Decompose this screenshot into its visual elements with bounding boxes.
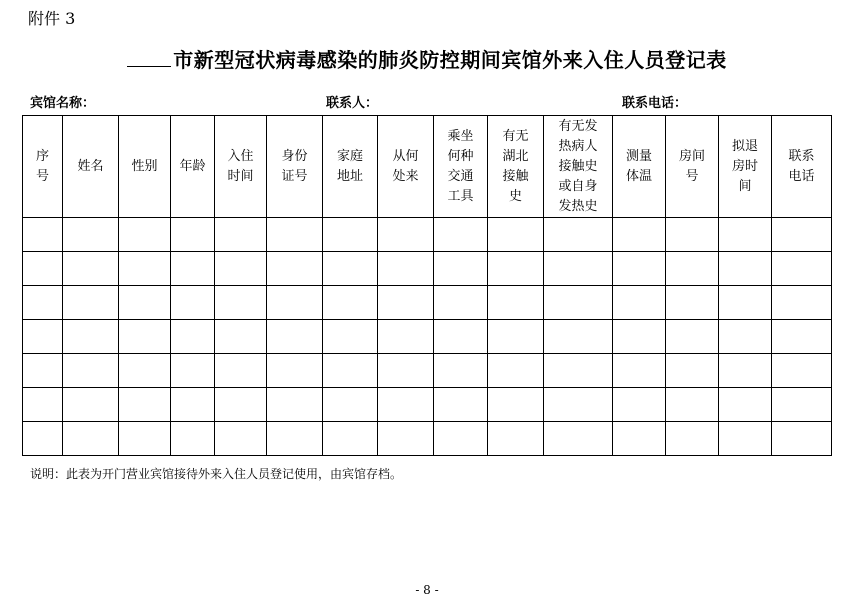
table-cell[interactable] (488, 286, 544, 320)
column-header-label: 年龄 (179, 158, 206, 174)
column-header (23, 116, 63, 218)
table-cell[interactable] (544, 320, 613, 354)
table-cell[interactable] (378, 218, 434, 252)
table-cell[interactable] (215, 252, 267, 286)
hotel-name-label: 宾馆名称： (30, 96, 96, 111)
table-cell[interactable] (772, 388, 832, 422)
column-header-label: 姓名 (77, 158, 104, 174)
column-header-label: 序 号 (35, 148, 49, 184)
table-cell[interactable] (23, 422, 63, 456)
table-cell[interactable] (323, 354, 378, 388)
table-cell[interactable] (434, 252, 488, 286)
column-header (378, 116, 434, 218)
table-cell[interactable] (119, 286, 171, 320)
column-header (544, 116, 613, 218)
registration-table (22, 115, 832, 456)
table-cell[interactable] (434, 286, 488, 320)
table-cell[interactable] (171, 286, 215, 320)
table-cell[interactable] (267, 388, 323, 422)
table-cell[interactable] (544, 388, 613, 422)
table-cell[interactable] (119, 218, 171, 252)
column-header-label: 拟退 房时 间 (731, 138, 758, 194)
table-cell[interactable] (63, 320, 119, 354)
table-cell[interactable] (772, 286, 832, 320)
contact-person-label: 联系人： (326, 96, 379, 111)
column-header (488, 116, 544, 218)
table-cell[interactable] (119, 252, 171, 286)
table-cell[interactable] (488, 422, 544, 456)
column-header (215, 116, 267, 218)
table-cell[interactable] (434, 422, 488, 456)
table-cell[interactable] (613, 218, 666, 252)
table-cell[interactable] (63, 422, 119, 456)
table-row (23, 252, 832, 286)
table-cell[interactable] (171, 422, 215, 456)
table-cell[interactable] (171, 252, 215, 286)
table-cell[interactable] (323, 422, 378, 456)
table-cell[interactable] (171, 320, 215, 354)
table-cell[interactable] (434, 320, 488, 354)
column-header-label: 身份 证号 (281, 148, 308, 184)
table-cell[interactable] (63, 388, 119, 422)
table-cell[interactable] (23, 252, 63, 286)
table-row (23, 388, 832, 422)
table-cell[interactable] (323, 252, 378, 286)
table-cell[interactable] (215, 388, 267, 422)
column-header-label: 联系 电话 (788, 148, 815, 184)
table-cell[interactable] (267, 252, 323, 286)
column-header-label: 从何 处来 (392, 148, 419, 184)
table-cell[interactable] (488, 388, 544, 422)
table-cell[interactable] (613, 252, 666, 286)
column-header (434, 116, 488, 218)
contact-phone-label: 联系电话： (622, 96, 688, 111)
table-row (23, 320, 832, 354)
table-cell[interactable] (488, 218, 544, 252)
table-cell[interactable] (171, 388, 215, 422)
table-cell[interactable] (215, 422, 267, 456)
table-cell[interactable] (613, 354, 666, 388)
column-header (719, 116, 772, 218)
table-cell[interactable] (719, 354, 772, 388)
form-title-text: 市新型冠状病毒感染的肺炎防控期间宾馆外来入住人员登记表 (173, 48, 727, 72)
table-cell[interactable] (267, 320, 323, 354)
table-cell[interactable] (215, 218, 267, 252)
column-header (63, 116, 119, 218)
column-header-label: 乘坐 何种 交通 工具 (447, 128, 474, 204)
column-header-label: 测量 体温 (625, 148, 652, 184)
table-cell[interactable] (772, 252, 832, 286)
table-cell[interactable] (378, 320, 434, 354)
table-row (23, 286, 832, 320)
table-cell[interactable] (23, 388, 63, 422)
table-cell[interactable] (719, 252, 772, 286)
table-cell[interactable] (488, 320, 544, 354)
table-cell[interactable] (215, 320, 267, 354)
column-header-label: 有无发 热病人 接触史 或自身 发热史 (558, 118, 598, 214)
annex-label: 附件 3 (28, 9, 76, 28)
table-note: 说明：此表为开门营业宾馆接待外来入住人员登记使用，由宾馆存档。 (30, 467, 403, 481)
table-cell[interactable] (613, 422, 666, 456)
table-cell[interactable] (544, 286, 613, 320)
table-cell[interactable] (323, 320, 378, 354)
table-cell[interactable] (772, 354, 832, 388)
table-cell[interactable] (613, 320, 666, 354)
form-title (0, 44, 854, 73)
table-cell[interactable] (215, 354, 267, 388)
table-body (23, 218, 832, 456)
table-cell[interactable] (666, 388, 719, 422)
table-cell[interactable] (171, 354, 215, 388)
table-cell[interactable] (267, 354, 323, 388)
column-header-label: 家庭 地址 (336, 148, 363, 184)
table-cell[interactable] (544, 252, 613, 286)
table-cell[interactable] (323, 218, 378, 252)
table-cell[interactable] (666, 218, 719, 252)
table-cell[interactable] (613, 286, 666, 320)
table-cell[interactable] (23, 320, 63, 354)
table-cell[interactable] (63, 354, 119, 388)
table-cell[interactable] (267, 286, 323, 320)
page-number: - 8 - (415, 583, 439, 597)
table-cell[interactable] (719, 218, 772, 252)
column-header (613, 116, 666, 218)
table-cell[interactable] (378, 354, 434, 388)
column-header (267, 116, 323, 218)
table-cell[interactable] (23, 354, 63, 388)
table-cell[interactable] (267, 218, 323, 252)
table-cell[interactable] (544, 422, 613, 456)
table-cell[interactable] (719, 422, 772, 456)
table-cell[interactable] (719, 388, 772, 422)
table-cell[interactable] (119, 388, 171, 422)
table-cell[interactable] (63, 286, 119, 320)
table-cell[interactable] (119, 354, 171, 388)
table-cell[interactable] (666, 354, 719, 388)
table-cell[interactable] (666, 422, 719, 456)
table-cell[interactable] (215, 286, 267, 320)
table-cell[interactable] (613, 388, 666, 422)
table-cell[interactable] (719, 320, 772, 354)
table-cell[interactable] (666, 286, 719, 320)
city-blank-line (127, 48, 171, 67)
table-cell[interactable] (63, 252, 119, 286)
column-header-label: 房间 号 (678, 148, 705, 184)
column-header-label: 有无 湖北 接触 史 (502, 128, 529, 204)
table-cell[interactable] (323, 286, 378, 320)
table-cell[interactable] (378, 286, 434, 320)
table-cell[interactable] (544, 354, 613, 388)
table-cell[interactable] (378, 252, 434, 286)
table-cell[interactable] (434, 388, 488, 422)
table-cell[interactable] (544, 218, 613, 252)
table-cell[interactable] (267, 422, 323, 456)
table-cell[interactable] (119, 320, 171, 354)
table-row (23, 218, 832, 252)
table-row (23, 354, 832, 388)
table-cell[interactable] (772, 422, 832, 456)
table-cell[interactable] (323, 388, 378, 422)
table-cell[interactable] (666, 320, 719, 354)
column-header (772, 116, 832, 218)
table-cell[interactable] (488, 252, 544, 286)
column-header (119, 116, 171, 218)
column-header (666, 116, 719, 218)
table-cell[interactable] (719, 286, 772, 320)
table-cell[interactable] (171, 218, 215, 252)
table-row (23, 422, 832, 456)
table-header-row (23, 116, 832, 218)
table-cell[interactable] (666, 252, 719, 286)
table-cell[interactable] (434, 218, 488, 252)
table-cell[interactable] (63, 218, 119, 252)
table-cell[interactable] (23, 218, 63, 252)
column-header-label: 性别 (131, 158, 158, 174)
column-header (171, 116, 215, 218)
table-cell[interactable] (772, 320, 832, 354)
table-cell[interactable] (378, 388, 434, 422)
table-cell[interactable] (772, 218, 832, 252)
column-header-label: 入住 时间 (227, 148, 254, 184)
table-cell[interactable] (488, 354, 544, 388)
table-cell[interactable] (23, 286, 63, 320)
table-cell[interactable] (434, 354, 488, 388)
table-cell[interactable] (119, 422, 171, 456)
column-header (323, 116, 378, 218)
table-cell[interactable] (378, 422, 434, 456)
